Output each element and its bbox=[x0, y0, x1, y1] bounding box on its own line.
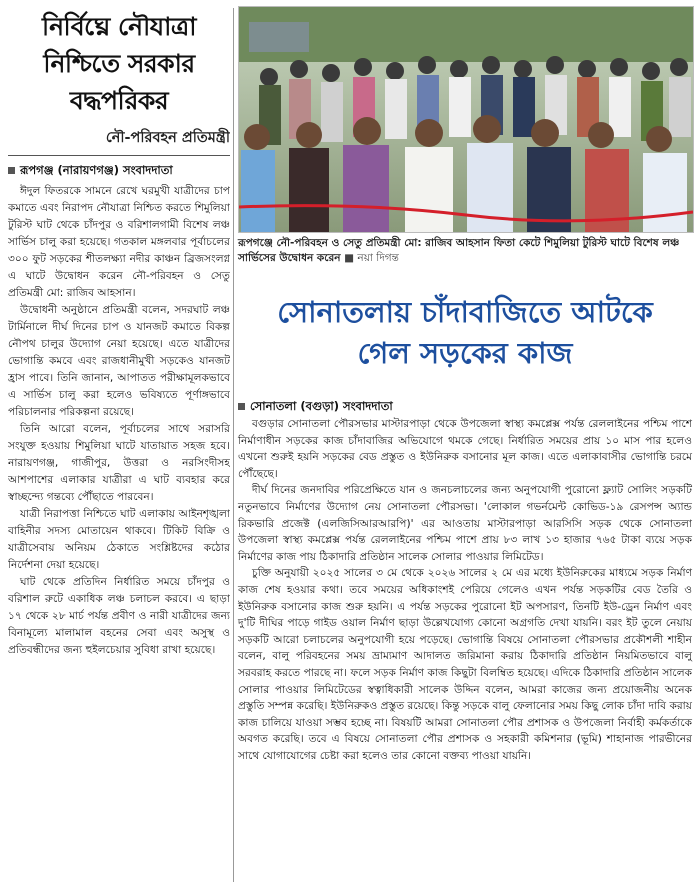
left-dateline bbox=[8, 162, 230, 181]
right-paragraph: চুক্তি অনুযায়ী ২০২৫ সালের ৩ মে থেকে ২০২৬ সালের ২ মে এর মধ্যে ইউনিরুকের মাধ্যমে সড়ক নির্মাণ কাজ শেষ হওয়ার কথা। তবে সময়ের অধিকাংশই পেরিয়ে গেলেও এখন পর্যন্ত সড়কটির বেড তৈরি ও ইউনিরুক বসানোর কাজ শুরু হয়নি। এ পর্যন্ত সড়কের পুরোনো ইট অপসারণ, তিনটি ইউ-ড্রেন নির্মাণ এবং দু'টি দীঘির পাড়ে গাইড ওয়াল নির্মাণ ছাড়া উল্লেখযোগ্য কোনো অগ্রগতি দেখা যায়নি। বরং ইট তুলে নেয়ায় সড়কটি আরো চলাচলের অনুপযোগী হয়ে পড়েছে। ভোগান্তি বিষয়ে সোনাতলা পৌরসভার প্রকৌশলী শাহীন বলেন, বালু পরিবহনের সময় ভ্রাম্যমাণ আদালত জরিমানা করায় ঠিকাদারি প্রতিষ্ঠান নিয়মিতভাবে বালু সরবরাহ করতে পারছে না। ফলে সড়ক নির্মাণ কাজ কিছুটা বিলম্বিত হয়েছে। এদিকে ঠিকাদারি প্রতিষ্ঠান সালেক সোলার পাওয়ার লিমিটেডের স্বত্বাধিকারী সালেক উদ্দিন বলেন, আমরা কাজের জন্য প্রয়োজনীয় অনেক প্রস্তুতি সম্পন্ন করেছি। ইউনিরুকও প্রস্তুত রয়েছে। কিন্তু সড়কে বালু ফেলানোর সময় কিছু লোক চাঁদা দাবি করায় কাজ চালিয়ে যাওয়া সম্ভব হচ্ছে না। বিষয়টি আমরা সোনাতলা পৌর প্রশাসক ও উপজেলা নির্বাহী কর্মকর্তাকে অবগত করেছি। তবে এ বিষয়ে সোনাতলা পৌর প্রশাসক ও সহকারী কমিশনার (ভূমি) শাহানাজ পারভীনের সাথে যোগাযোগের চেষ্টা করা হলেও তার কোনো বক্তব্য পাওয়া যায়নি। bbox=[238, 567, 692, 762]
right-body bbox=[238, 416, 692, 764]
right-headline bbox=[238, 292, 692, 374]
left-paragraph: যাত্রী নিরাপত্তা নিশ্চিতে ঘাট এলাকায় আইনশৃঙ্খলা বাহিনীর সদস্য মোতায়েন থাকবে। টিকিট বিক্রি ও যাত্রীসেবায় অনিয়ম ঠেকাতে সংশ্লিষ্টদের কঠোর নির্দেশনা দেয়া হয়েছে। bbox=[8, 508, 230, 571]
left-body bbox=[8, 183, 230, 659]
ribbon-cutting-photo bbox=[238, 6, 694, 233]
column-divider bbox=[233, 8, 234, 882]
left-headline bbox=[8, 8, 230, 119]
left-subhead: নৌ-পরিবহন প্রতিমন্ত্রী bbox=[8, 127, 230, 156]
bullet-icon bbox=[238, 403, 245, 410]
right-paragraph: দীর্ঘ দিনের জনদাবির পরিপ্রেক্ষিতে যান ও জনচলাচলের জন্য অনুপযোগী পুরোনো ফ্ল্যাট সোলিং সড়কটি নতুনভাবে নির্মাণের উদ্যোগ নেয় সোনাতলা পৌরসভা। 'লোকাল গভর্নমেন্ট কোভিড-১৯ রেসপন্স অ্যান্ড রিকভারি প্রজেক্ট (এলজিসিআরআরপি)' এর আওতায় মাস্টারপাড়া আরসিসি সড়ক থেকে সোনাতলা উপজেলা স্বাস্থ্য কমপ্লেক্স পর্যন্ত রেললাইনের পশ্চিম পাশে প্রায় ৮৩ লাখ ১৩ হাজার ৭৬৫ টাকা ব্যয়ে সড়ক নির্মাণের কাজ পায় ঠিকাদারি প্রতিষ্ঠান সালেক সোলার পাওয়ার লিমিটেড। bbox=[238, 484, 692, 563]
left-dateline-text: রূপগঞ্জ (নারায়ণগঞ্জ) সংবাদদাতা bbox=[20, 163, 173, 177]
left-headline-line3: বদ্ধপরিকর bbox=[69, 86, 169, 115]
caption-source-text: নয়া দিগন্ত bbox=[357, 252, 399, 264]
right-dateline-text: সোনাতলা (বগুড়া) সংবাদদাতা bbox=[250, 399, 393, 413]
left-article bbox=[8, 8, 230, 882]
left-paragraph: তিনি আরো বলেন, পূর্বাচলের সাথে সরাসরি সংযুক্ত হওয়ায় শিমুলিয়া ঘাটে যাতায়াত সহজ হবে। নারায়ণগঞ্জ, গাজীপুর, উত্তরা ও নরসিংদীসহ আশপাশের এলাকার যাত্রীরা এ ঘাট ব্যবহার করে স্বাচ্ছন্দ্যে গন্তব্যে পৌঁছাতে পারবেন। bbox=[8, 423, 230, 503]
left-paragraph: ঈদুল ফিতরকে সামনে রেখে ঘরমুখী যাত্রীদের চাপ কমাতে এবং নিরাপদ নৌযাত্রা নিশ্চিত করতে শিমুলিয়া টুরিস্ট ঘাট থেকে চাঁদপুর ও বরিশালগামী বিশেষ লঞ্চ সার্ভিস চালু করা হয়েছে। গতকাল মঙ্গলবার পূর্বাচলের ৩০০ ফুট সড়কের শীতলক্ষ্যা নদীর কাঞ্চন ব্রিজসংলগ্ন এ ঘাটে উদ্বোধন করেন নৌ-পরিবহন ও সেতু প্রতিমন্ত্রী মো: রাজিব আহসান। bbox=[8, 185, 230, 299]
right-column bbox=[238, 0, 692, 890]
caption-text: রূপগঞ্জে নৌ-পরিবহন ও সেতু প্রতিমন্ত্রী মো: রাজিব আহসান ফিতা কেটে শিমুলিয়া টুরিস্ট ঘাটে বিশেষ লঞ্চ সার্ভিসের উদ্বোধন করেন bbox=[238, 237, 680, 264]
left-paragraph: উদ্বোধনী অনুষ্ঠানে প্রতিমন্ত্রী বলেন, সদরঘাট লঞ্চ টার্মিনালে দীর্ঘ দিনের চাপ ও যানজট কমাতে বিকল্প নৌপথ চালুর উদ্যোগ নেয়া হয়েছে। এতে যাত্রীদের ভোগান্তি কমবে এবং রাজধানীমুখী সড়কেও যানজট হ্রাস পাবে। তিনি জানান, আপাতত পরীক্ষামূলকভাবে এ সার্ভিস চালু করা হলেও ভবিষ্যতে পূর্ণাঙ্গভাবে পরিচালনার পরিকল্পনা রয়েছে। bbox=[8, 304, 230, 418]
left-paragraph: ঘাট থেকে প্রতিদিন নির্ধারিত সময়ে চাঁদপুর ও বরিশাল রুটে একাধিক লঞ্চ চলাচল করবে। এ ছাড়া ১৭ থেকে ২৮ মার্চ পর্যন্ত প্রবীণ ও নারী যাত্রীদের জন্য বিনামূল্যে মালামাল বহনের সেবা এবং অসুস্থ ও প্রতিবন্ধীদের জন্য হুইলচেয়ার সুবিধা রাখা হয়েছে। bbox=[8, 576, 230, 656]
bullet-icon bbox=[8, 167, 15, 174]
left-headline-line2: নিশ্চিতে সরকার bbox=[43, 49, 195, 78]
right-dateline bbox=[238, 398, 692, 417]
photo-illustration bbox=[239, 7, 693, 232]
photo-caption bbox=[238, 236, 692, 266]
right-headline-line2: গেল সড়কের কাজ bbox=[357, 336, 573, 370]
right-paragraph: বগুড়ার সোনাতলা পৌরসভার মাস্টারপাড়া থেকে উপজেলা স্বাস্থ্য কমপ্লেক্স পর্যন্ত রেললাইনের পশ্চিম পাশে নির্মাণাধীন সড়কের কাজ চাঁদাবাজির অভিযোগে থমকে গেছে। নির্ধারিত সময়ের প্রায় ১০ মাস পার হলেও এখনো শুরুই হয়নি সড়কের বেড প্রস্তুত ও ইউনিরুক বসানোর মূল কাজ। এতে এলাকাবাসীর ভোগান্তি চরমে পৌঁছেছে। bbox=[238, 418, 692, 480]
left-headline-line1: নির্বিঘ্নে নৌযাত্রা bbox=[41, 12, 197, 41]
caption-source: ■ নয়া দিগন্ত bbox=[344, 252, 399, 264]
right-headline-line1: সোনাতলায় চাঁদাবাজিতে আটকে bbox=[277, 295, 653, 329]
